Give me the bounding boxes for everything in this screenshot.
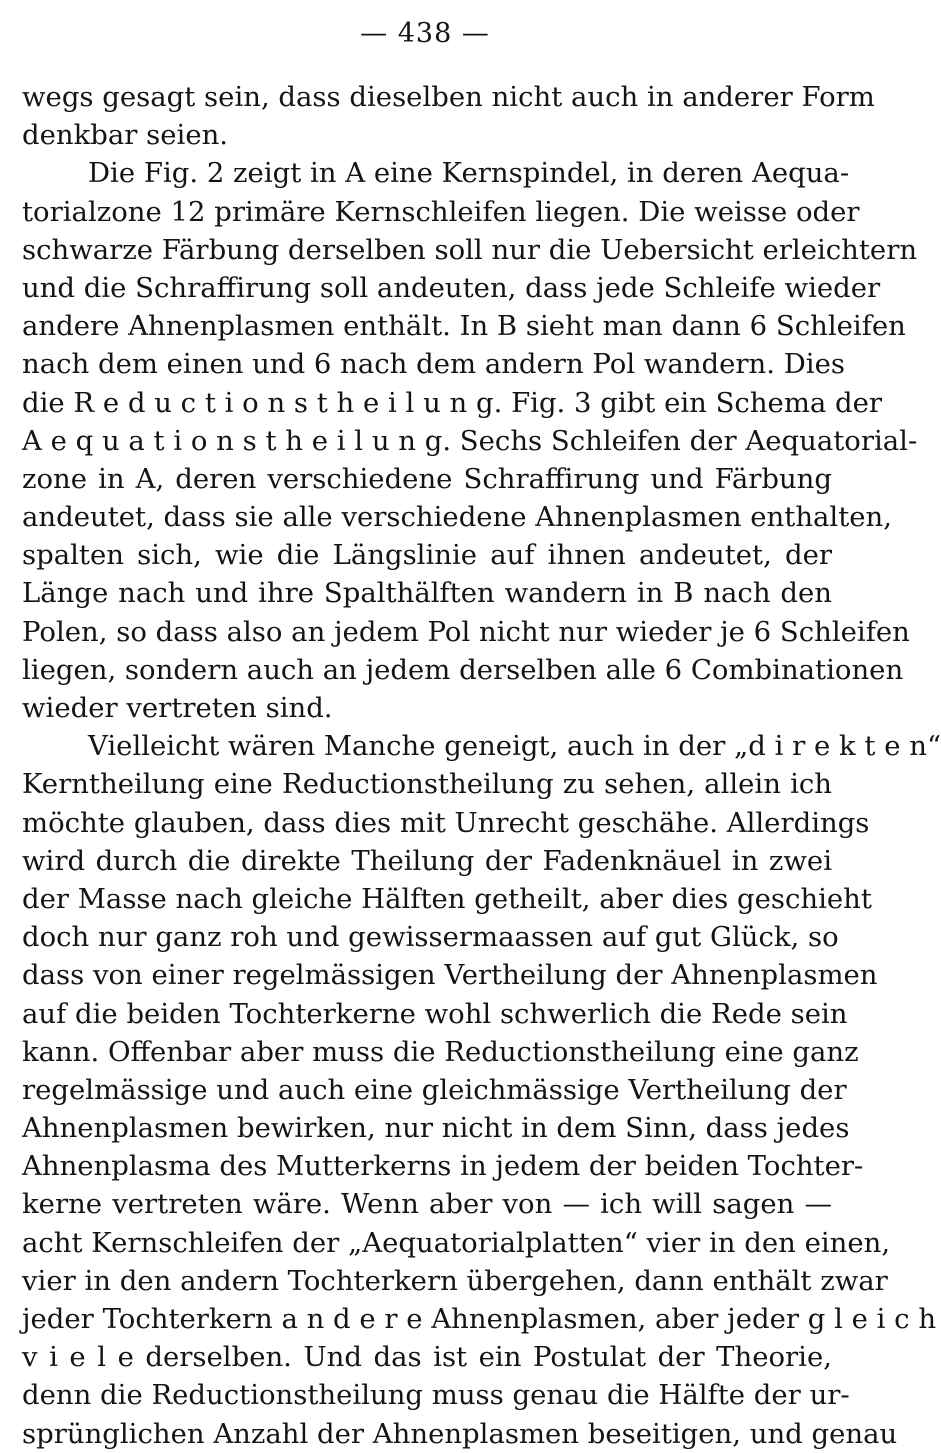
text-line: doch nur ganz roh und gewissermaassen auf gut Glück, so bbox=[22, 921, 839, 954]
body-text bbox=[22, 78, 941, 1453]
text-line: möchte glauben, dass dies mit Unrecht geschähe. Allerdings bbox=[22, 806, 870, 839]
text-line: nach dem einen und 6 nach dem andern Pol wandern. Dies bbox=[22, 348, 845, 381]
text-line: Ahnenplasmen bewirken, nur nicht in dem Sinn, dass jedes bbox=[22, 1112, 850, 1145]
text-line: Ahnenplasma des Mutterkerns in jedem der beiden Tochter- bbox=[22, 1150, 864, 1183]
text-line: torialzone 12 primäre Kernschleifen liegen. Die weisse oder bbox=[22, 195, 860, 228]
text-line: wegs gesagt sein, dass dieselben nicht auch in anderer Form bbox=[22, 81, 875, 113]
text-line: liegen, sondern auch an jedem derselben alle 6 Combinationen bbox=[22, 653, 904, 686]
text-line: denkbar seien. bbox=[22, 119, 229, 152]
page-number: — 438 — bbox=[360, 18, 490, 49]
text-line: kann. Offenbar aber muss die Reductionstheilung eine ganz bbox=[22, 1035, 859, 1068]
paragraph bbox=[22, 154, 918, 727]
text-line: zone in A, deren verschiedene Schraffirung und Färbung bbox=[22, 462, 832, 495]
text-line: Die Fig. 2 zeigt in A eine Kernspindel, in deren Aequa- bbox=[88, 157, 850, 190]
text-line: wieder vertreten sind. bbox=[22, 692, 333, 724]
text-line: Polen, so dass also an jedem Pol nicht nur wieder je 6 Schleifen bbox=[22, 615, 910, 648]
text-line: sprünglichen Anzahl der Ahnenplasmen beseitigen, und genau bbox=[22, 1417, 898, 1450]
text-line: Kerntheilung eine Reductionstheilung zu sehen, allein ich bbox=[22, 768, 832, 801]
text-line: andere Ahnenplasmen enthält. In B sieht man dann 6 Schleifen bbox=[22, 310, 906, 343]
text-line: wird durch die direkte Theilung der Fadenknäuel in zwei bbox=[22, 844, 832, 877]
text-line: andeutet, dass sie alle verschiedene Ahnenplasmen enthalten, bbox=[22, 501, 892, 534]
text-line: regelmässige und auch eine gleichmässige Vertheilung der bbox=[22, 1073, 847, 1106]
text-line: denn die Reductionstheilung muss genau die Hälfte der ur- bbox=[22, 1379, 850, 1412]
text-line: spalten sich, wie die Längslinie auf ihnen andeutet, der bbox=[22, 539, 832, 572]
text-line: auf die beiden Tochterkerne wohl schwerlich die Rede sein bbox=[22, 997, 848, 1030]
text-line: die R e d u c t i o n s t h e i l u n g. Fig. 3 gibt ein Schema der bbox=[22, 386, 883, 419]
text-line: v i e l e derselben. Und das ist ein Postulat der Theorie, bbox=[22, 1341, 832, 1374]
text-line: und die Schraffirung soll andeuten, dass jede Schleife wieder bbox=[22, 271, 881, 304]
text-line: Vielleicht wären Manche geneigt, auch in der „d i r e k t e n“ bbox=[88, 730, 941, 763]
text-line: kerne vertreten wäre. Wenn aber von — ich will sagen — bbox=[22, 1188, 832, 1221]
text-line: acht Kernschleifen der „Aequatorialplatten“ vier in den einen, bbox=[22, 1226, 891, 1259]
text-line: dass von einer regelmässigen Vertheilung der Ahnenplasmen bbox=[22, 959, 878, 992]
paragraph bbox=[22, 78, 875, 154]
text-line: vier in den andern Tochterkern übergehen, dann enthält zwar bbox=[22, 1264, 888, 1297]
text-line: A e q u a t i o n s t h e i l u n g. Sechs Schleifen der Aequatorial- bbox=[22, 424, 918, 457]
text-line: der Masse nach gleiche Hälften getheilt, aber dies geschieht bbox=[22, 882, 872, 915]
text-line: Länge nach und ihre Spalthälften wandern in B nach den bbox=[22, 577, 832, 610]
text-line: jeder Tochterkern a n d e r e Ahnenplasmen, aber jeder g l e i c h bbox=[22, 1303, 937, 1335]
text-line: schwarze Färbung derselben soll nur die Uebersicht erleichtern bbox=[22, 233, 918, 266]
paragraph bbox=[22, 727, 941, 1453]
